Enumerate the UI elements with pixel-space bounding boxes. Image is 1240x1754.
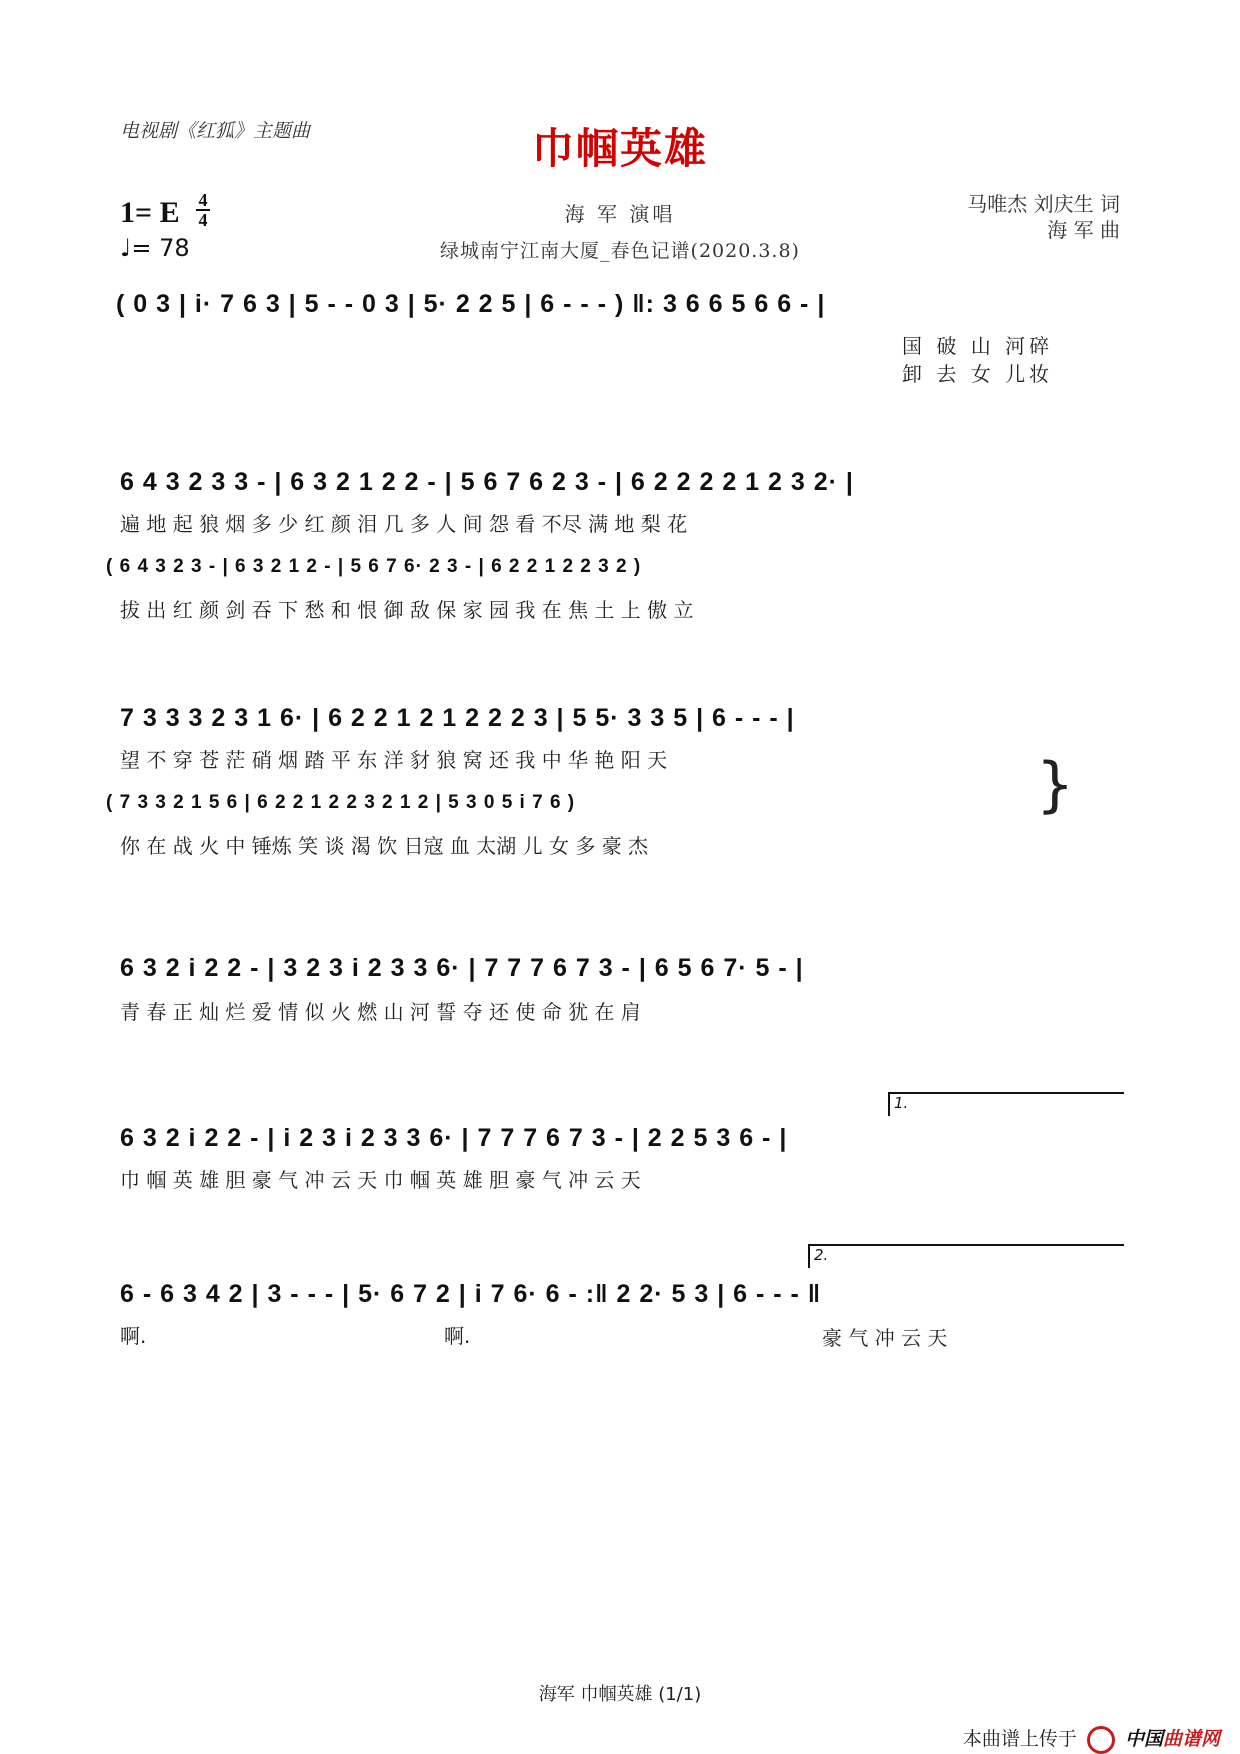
volta-bracket-1: 1. [888,1092,1124,1116]
quarter-note-icon: ♩ [120,234,132,262]
lyrics-line-6b: 啊. [444,1324,471,1348]
notation-line-1: ( 0 3 | i· 7 6 3 | 5 - - 0 3 | 5· 2 2 5 | 6 - - - ) ‖: 3 6 6 5 6 6 - | [116,290,826,318]
page-label: 海军 巾帼英雄 (1/1) [538,1684,702,1705]
notation-line-3b: ( 7 3 3 2 1 5 6 | 6 2 2 1 2 2 3 2 1 2 | 5 3 0 5 i 7 6 ) [106,792,576,813]
series-note: 电视剧《红狐》主题曲 [120,120,311,142]
notation-line-5: 6 3 2 i 2 2 - | i 2 3 i 2 3 3 6· | 7 7 7 6 7 3 - | 2 2 5 3 6 - | [120,1124,788,1152]
site-logo-icon [1087,1726,1115,1754]
key-signature: 1= E [120,196,180,229]
notation-line-6: 6 - 6 3 4 2 | 3 - - - | 5· 6 7 2 | i 7 6· 6 - :‖ 2 2· 5 3 | 6 - - - ‖ [120,1280,822,1308]
lyrics-line-1b: 卸 去 女 儿妆 [902,362,1054,386]
lyrics-line-3b: 你 在 战 火 中 锤炼 笑 谈 渴 饮 日寇 血 太湖 儿 女 多 豪 杰 [120,834,649,858]
lyrics-line-1a: 国 破 山 河碎 [902,334,1054,358]
lyrics-line-4: 青 春 正 灿 烂 爱 情 似 火 燃 山 河 誓 夺 还 使 命 犹 在 肩 [120,1000,641,1024]
lyrics-line-2b: 拔 出 红 颜 剑 吞 下 愁 和 恨 御 敌 保 家 园 我 在 焦 土 上 傲 立 [120,598,694,622]
lyrics-line-5: 巾 帼 英 雄 胆 豪 气 冲 云 天 巾 帼 英 雄 胆 豪 气 冲 云 天 [120,1168,641,1192]
tempo-value: = 78 [131,234,190,262]
lyrics-line-2a: 遍 地 起 狼 烟 多 少 红 颜 泪 几 多 人 间 怨 看 不尽 满 地 梨 花 [120,512,688,536]
upload-notice [963,1724,1220,1754]
notation-line-3: 7 3 3 3 2 3 1 6· | 6 2 2 1 2 1 2 2 2 3 | 5 5· 3 3 5 | 6 - - - | [120,704,795,732]
notation-line-2: 6 4 3 2 3 3 - | 6 3 2 1 2 2 - | 5 6 7 6 2 3 - | 6 2 2 2 2 1 2 3 2· | [120,468,854,496]
brace-icon: } [1036,750,1075,820]
performer: 海 军 演唱 [564,202,676,226]
volta-bracket-2: 2. [808,1244,1124,1268]
page-title: 巾帼英雄 [531,124,708,173]
lyrics-line-6a: 啊. [120,1324,147,1348]
transcriber: 绿城南宁江南大厦_春色记谱(2020.3.8) [440,240,800,262]
notation-line-2b: ( 6 4 3 2 3 - | 6 3 2 1 2 - | 5 6 7 6· 2 3 - | 6 2 2 1 2 2 3 2 ) [106,556,642,577]
notation-line-4: 6 3 2 i 2 2 - | 3 2 3 i 2 3 3 6· | 7 7 7 6 7 3 - | 6 5 6 7· 5 - | [120,954,804,982]
lyrics-line-6c: 豪 气 冲 云 天 [822,1326,948,1350]
lyrics-line-3a: 望 不 穿 苍 茫 硝 烟 踏 平 东 洋 豺 狼 窝 还 我 中 华 艳 阳 天 [120,748,668,772]
site-name-a[interactable]: 中国 [1124,1728,1163,1750]
time-signature-top: 4 [198,190,208,210]
time-signature-bottom: 4 [198,210,208,230]
upload-label: 本曲谱上传于 [962,1728,1077,1750]
composer-credit: 海 军 曲 [1047,218,1120,242]
lyricist-credit: 马唯杰 刘庆生 词 [967,192,1120,216]
site-name-b[interactable]: 曲谱网 [1162,1728,1220,1750]
